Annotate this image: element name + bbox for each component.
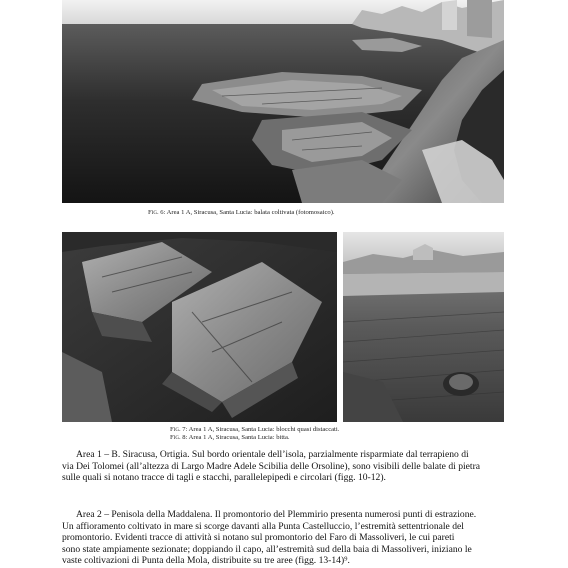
paragraph-line: promontorio. Evidenti tracce di attività si notano sul promontorio del Faro di Massoliveri, le cui pareti (62, 532, 455, 544)
figure-6-caption-text: Area 1 A, Siracusa, Santa Lucia: balata coltivata (fotomosaico). (166, 209, 335, 216)
paragraph-area-1b (62, 449, 508, 484)
figure-6-label: Fig. 6: (148, 209, 166, 216)
paragraph-line: Area 2 – Penisola della Maddalena. Il promontorio del Plemmirio presenta numerosi punti di estrazione. (76, 509, 477, 520)
figure-7-caption-text: Area 1 A, Siracusa, Santa Lucia: blocchi quasi distaccati. (188, 426, 340, 433)
figure-6-caption (148, 209, 335, 217)
paragraph-line: Area 1 – B. Siracusa, Ortigia. Sul bordo orientale dell’isola, parzialmente risparmiate dal terrapieno di (76, 449, 469, 460)
paragraph-line: via Dei Tolomei (all’altezza di Largo Madre Adele Scibilia delle Orsoline), sono visibili delle balate di pietra (62, 460, 481, 472)
figure-8-label: Fig. 8: (170, 434, 188, 441)
paragraph-line: sono state ampiamente sezionate; doppiando il capo, all’estremità sud della baia di Massoliveri, iniziano le (62, 543, 472, 555)
paragraph-line: Un affioramento coltivato in mare si scorge davanti alla Punta Castelluccio, l’estremità settentrionale del (62, 520, 464, 532)
figure-7-caption (170, 426, 339, 434)
figure-8-caption-text: Area 1 A, Siracusa, Santa Lucia: bitta. (188, 434, 290, 441)
figure-7-photo (62, 232, 337, 422)
figure-6-photo (62, 0, 504, 203)
figure-7-label: Fig. 7: (170, 426, 188, 433)
paragraph-line: sulle quali si notano tracce di tagli e stacchi, parallelepipedi e circolari (figg. 10-12). (62, 472, 386, 484)
figure-8-caption (170, 434, 290, 442)
paragraph-line: vaste coltivazioni di Punta della Mola, distribuite su tre aree (figg. 13-14)⁹. (62, 555, 350, 567)
figure-8-photo (343, 232, 504, 422)
paragraph-area-2 (62, 509, 508, 567)
